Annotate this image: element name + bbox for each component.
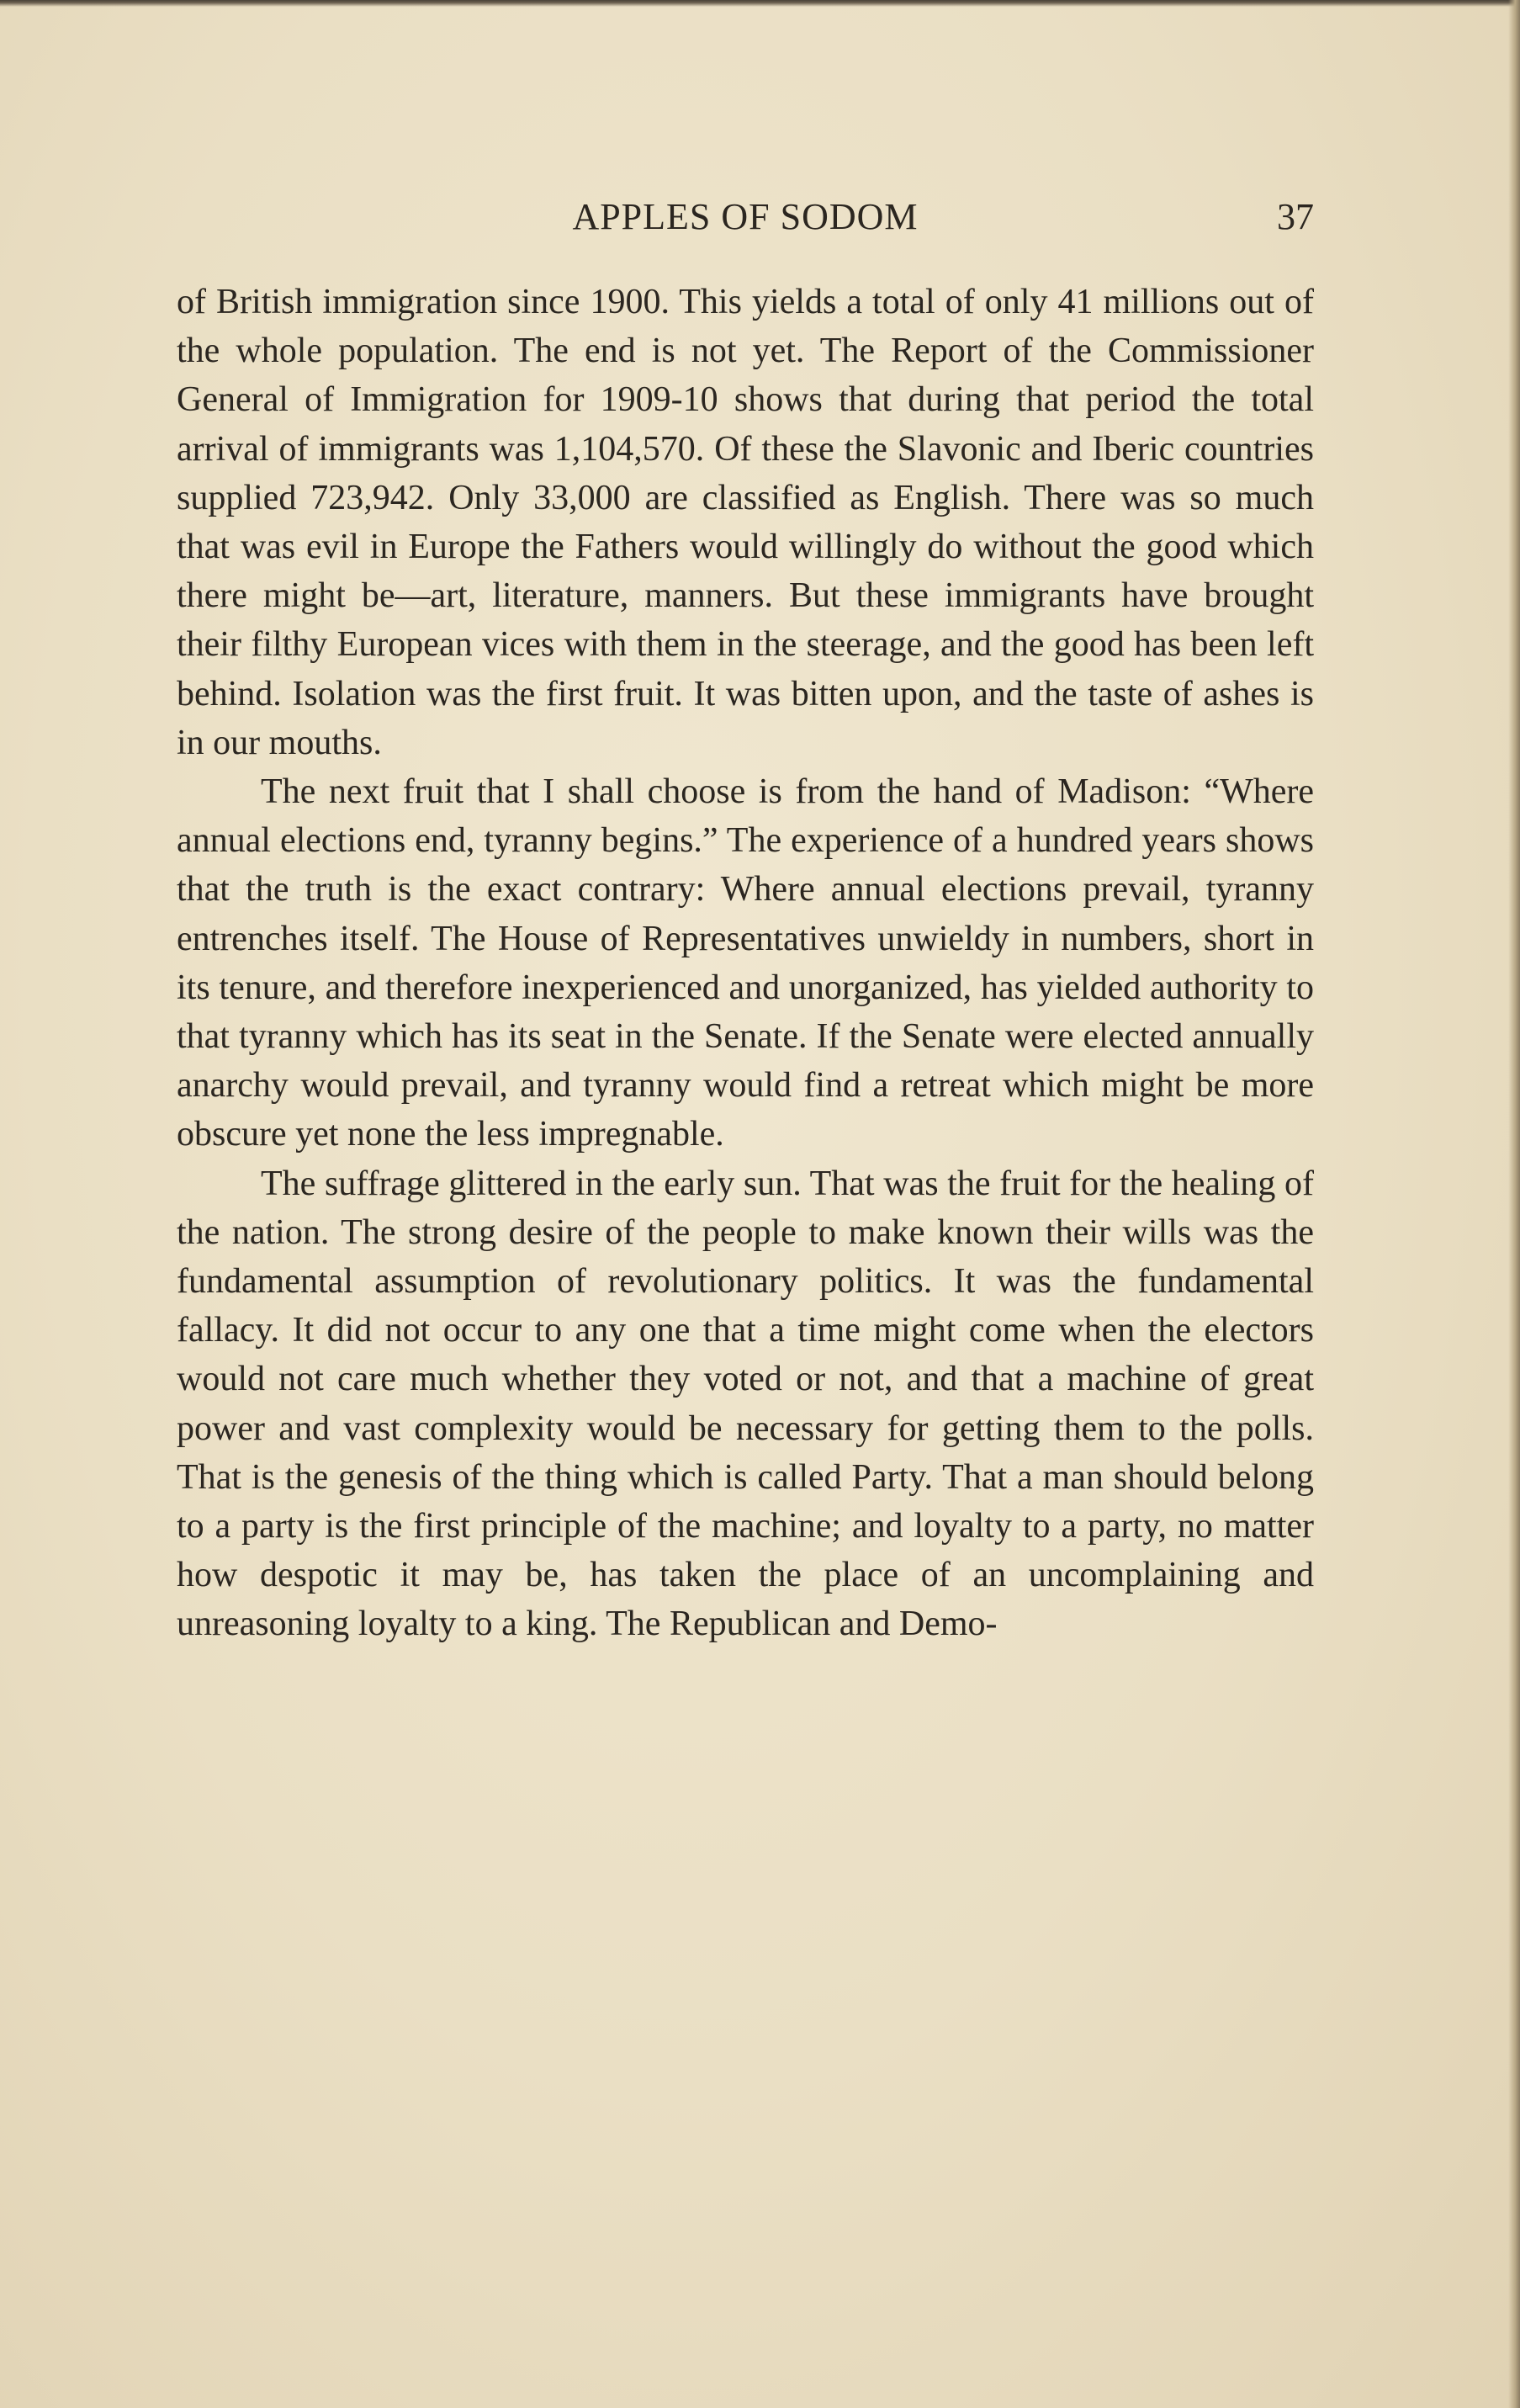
body-text xyxy=(177,278,1314,1649)
page-right-edge xyxy=(1508,0,1520,2408)
page-number: 37 xyxy=(1277,196,1314,237)
running-head xyxy=(177,195,1314,246)
paragraph: of British immigration since 1900. This yields a total of only 41 millions out of the whole population. The end is not yet. The Report of the Commissioner General of Immigration for 1909-10 shows that during that period the total arrival of immigrants was 1,104,570. Of these the Slavonic and Iberic countries supplied 723,942. Only 33,000 are classified as English. There was so much that was evil in Europe the Fathers would willingly do without the good which there might be—art, literature, manners. But these immigrants have brought their filthy European vices with them in the steerage, and the good has been left behind. Isolation was the first fruit. It was bitten upon, and the taste of ashes is in our mouths. xyxy=(177,283,1314,762)
paragraph: The next fruit that I shall choose is from the hand of Madison: “Where annual elections end, tyranny begins.” The experience of a hundred years shows that the truth is the exact contrary: Where annual elections prevail, tyranny entrenches itself. The House of Representatives unwieldy in numbers, short in its tenure, and therefore inexperienced and unorganized, has yielded authority to that tyranny which has its seat in the Senate. If the Senate were elected annually anarchy would prevail, and tyranny would find a retreat which might be more obscure yet none the less impregnable. xyxy=(177,772,1314,1154)
page-top-edge xyxy=(0,0,1520,7)
running-title: APPLES OF SODOM xyxy=(572,196,919,237)
paragraph: The suffrage glittered in the early sun. That was the fruit for the healing of the nation. The strong desire of the people to make known their wills was the fundamental assumption of revolutionary politics. It was the fundamental fallacy. It did not occur to any one that a time might come when the electors would not care much whether they voted or not, and that a machine of great power and vast complexity would be necessary for getting them to the polls. That is the genesis of the thing which is called Party. That a man should belong to a party is the first principle of the machine; and loyalty to a party, no matter how despotic it may be, has taken the place of an uncomplaining and unreasoning loyalty to a king. The Republican and Demo- xyxy=(177,1164,1314,1644)
